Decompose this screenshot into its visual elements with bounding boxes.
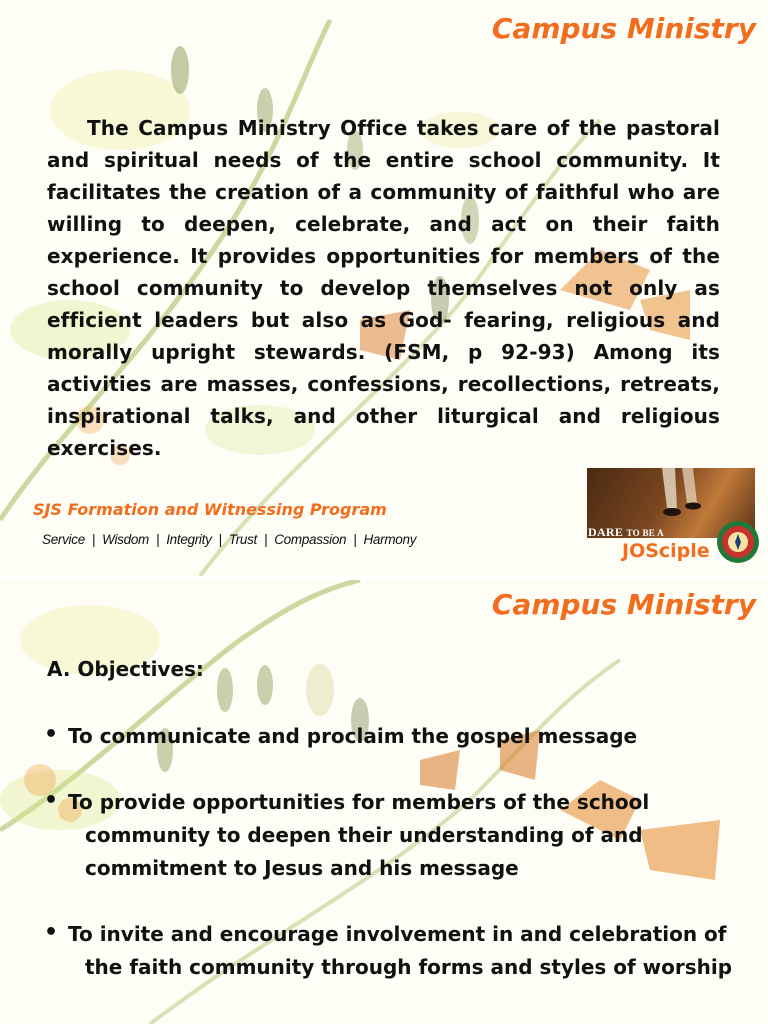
description-text: The Campus Ministry Office takes care of the pastoral and spiritual needs of the entire school community. It facilitates the creation of a community of faithful who are willing to deepen, celebrate, and act on their faith experience. It provides opportunities for members of the school community to develop themselves not only as efficient leaders but also as God- fearing, religious and morally upright stewards. (FSM, p 92-93) Among its activities are masses, confessions, recollections, retreats, inspirational talks, and other liturgical and religious exercises.: [47, 116, 720, 460]
school-seal-icon: [716, 520, 760, 564]
objective-text-continued: the faith community through forms and styles of worship: [85, 955, 733, 979]
dare-caption-small: TO BE A: [626, 528, 664, 538]
core-value: Service: [42, 532, 85, 547]
objective-text-continued: community to deepen their understanding of and commitment to Jesus and his message: [85, 823, 643, 880]
objectives-heading: A. Objectives:: [47, 657, 204, 681]
list-item: [44, 720, 744, 753]
objectives-list: [44, 720, 744, 1017]
core-value: Wisdom: [102, 532, 149, 547]
list-item: [44, 786, 744, 885]
program-title: SJS Formation and Witnessing Program: [33, 500, 387, 519]
core-values-line: Service | Wisdom | Integrity | Trust | Compassion | Harmony: [42, 532, 417, 547]
objective-text: To provide opportunities for members of the school: [68, 790, 650, 814]
description-paragraph: [47, 112, 720, 464]
dare-caption: [588, 525, 664, 540]
bullet-icon: •: [44, 920, 59, 945]
core-value: Compassion: [274, 532, 347, 547]
core-value: Integrity: [166, 532, 212, 547]
core-value: Harmony: [363, 532, 417, 547]
slide-campus-ministry-objectives: [0, 580, 768, 1024]
objective-text: To communicate and proclaim the gospel message: [68, 724, 638, 748]
bullet-icon: •: [44, 722, 59, 747]
list-item: [44, 918, 744, 984]
page-title: Campus Ministry: [491, 12, 756, 45]
josciple-label: JOSciple: [622, 540, 710, 562]
bullet-icon: •: [44, 788, 59, 813]
page-title: Campus Ministry: [491, 588, 756, 621]
objective-text: To invite and encourage involvement in and celebration of: [68, 922, 727, 946]
core-value: Trust: [228, 532, 257, 547]
dare-caption-main: DARE: [588, 525, 624, 539]
